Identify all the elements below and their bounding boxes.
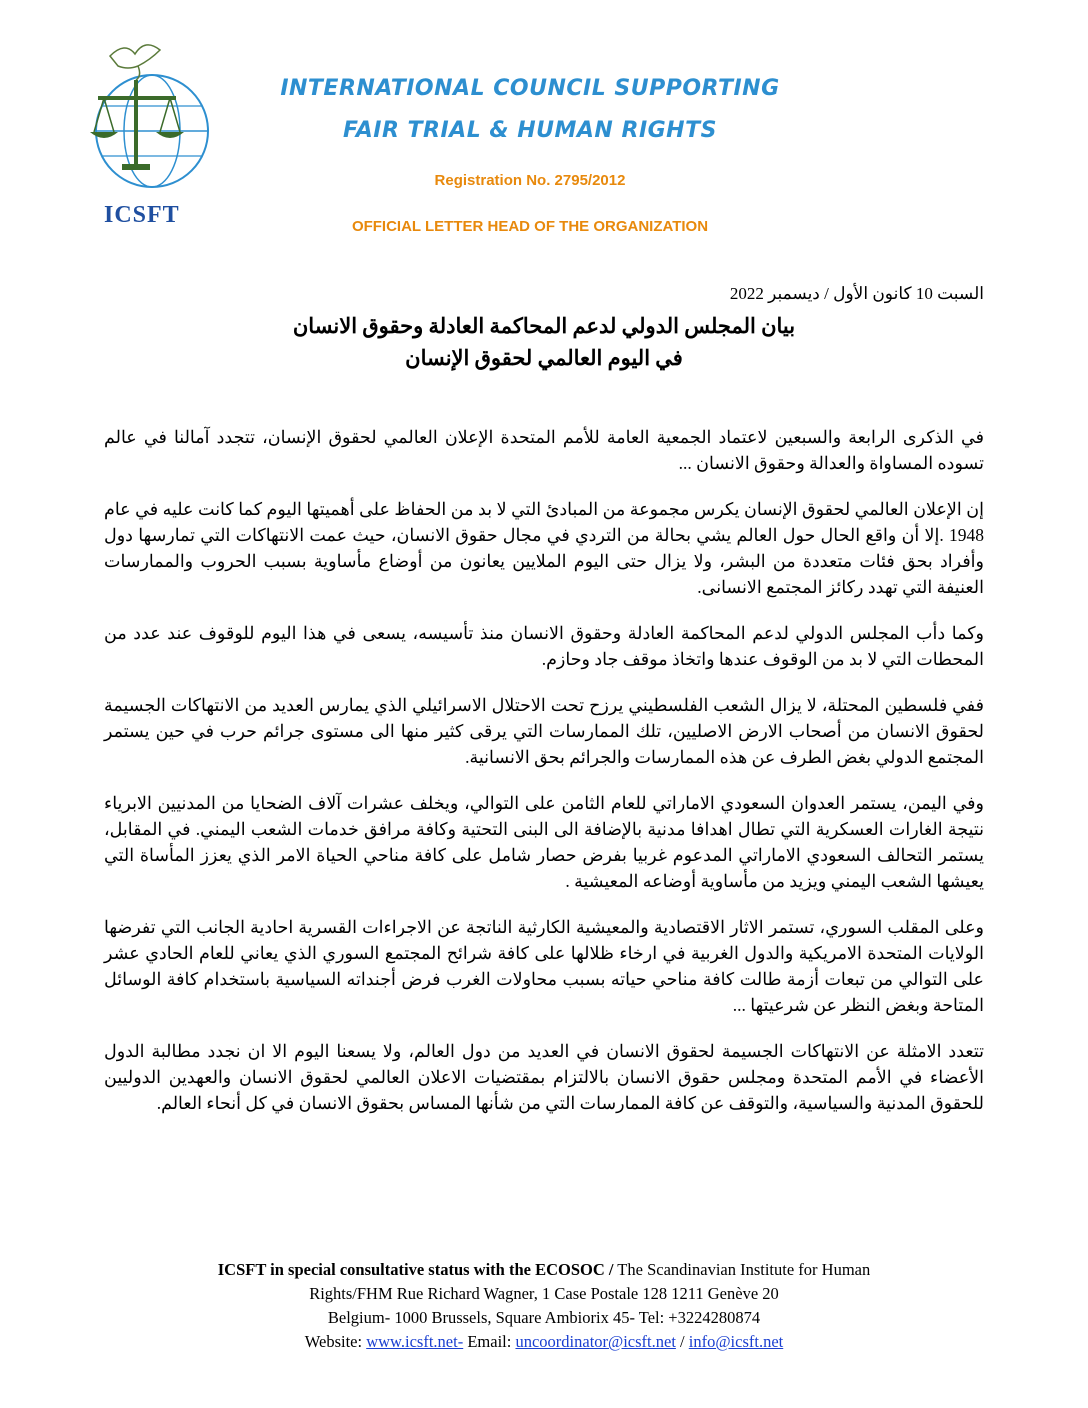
logo-text: ICSFT xyxy=(104,202,180,228)
paragraph: وعلى المقلب السوري، تستمر الاثار الاقتصادية والمعيشية الكارثية الناتجة عن الاجراءات القسرية احادية الجانب التي تفرضها الولايات المتحدة الامريكية والدول الغربية في ارخاء ظلالها على كافة شرائح المجتمع السوري الذي يعاني للعام الحادي عشر على التوالي من تبعات أزمة طالت كافة مناحي حياته بسبب محاولات الغرب فرض أجنداته السياسية باستخدام كافة الوسائل المتاحة وبغض النظر عن شرعيتها ... xyxy=(104,917,984,1015)
footer-line1 xyxy=(90,1258,998,1282)
footer-consultative-status: ICSFT in special consultative status with the ECOSOC / xyxy=(217,1260,614,1279)
official-letterhead-label: OFFICIAL LETTER HEAD OF THE ORGANIZATION xyxy=(351,218,709,235)
paragraph: في الذكرى الرابعة والسبعين لاعتماد الجمعية العامة للأمم المتحدة الإعلان العالمي لحقوق الإنسان، تتجدد آمالنا في عالم تسوده المساواة والعدالة وحقوق الانسان ... xyxy=(104,427,984,473)
organization-title-line2: FAIR TRIAL & HUMAN RIGHTS xyxy=(343,118,717,143)
email-label: Email: xyxy=(463,1332,516,1351)
paragraph: إن الإعلان العالمي لحقوق الإنسان يكرس مجموعة من المبادئ التي لا بد من الحفاظ على أهميتها اليوم كما كانت عليه في عام 1948 .إلا أن واقع الحال حول العالم يشي بحالة من التردي في مجال حقوق الانسان، حيث عمت الانتهاكات التي تمارسها دول وأفراد بحق فئات متعددة من البشر، ولا يزال حتى اليوم الملايين يعانون من أوضاع مأساوية بسبب الحروب والممارسات العنيفة التي تهدد ركائز المجتمع الانسانى. xyxy=(104,499,984,597)
paragraph: ففي فلسطين المحتلة، لا يزال الشعب الفلسطيني يرزح تحت الاحتلال الاسرائيلي الذي يمارس العديد من الانتهاكات الجسيمة لحقوق الانسان من أصحاب الارض الاصليين، تلك الممارسات التي يرقى كثير منها الى مستوى جرائم حرب في حين يستمر المجتمع الدولي بغض الطرف عن هذه الممارسات والجرائم بحق الانسانية. xyxy=(104,695,984,767)
footer-address-line: Rights/FHM Rue Richard Wagner, 1 Case Postale 128 1211 Genève 20 xyxy=(309,1284,779,1303)
website-label: Website: xyxy=(304,1332,367,1351)
paragraph: وكما دأب المجلس الدولي لدعم المحاكمة العادلة وحقوق الانسان منذ تأسيسه، يسعى في هذا اليوم للوقوف عند عدد من المحطات التي لا بد من الوقوف عندها واتخاذ موقف جاد وحازم. xyxy=(104,623,984,669)
statement-heading: بيان المجلس الدولي لدعم المحاكمة العادلة وحقوق الانسان xyxy=(292,314,796,338)
paragraph: وفي اليمن، يستمر العدوان السعودي الاماراتي للعام الثامن على التوالي، ويخلف عشرات آلاف الضحايا من المدنيين الابرياء نتيجة الغارات العسكرية التي تطال اهدافا مدنية بالإضافة الى البنى التحتية وكافة مرافق خدمات الشعب اليمني. في المقابل، يستمر التحالف السعودي الاماراتي المدعوم غربيا بفرض حصار شامل على كافة مناحي الحياة الامر الذي يعزز المأساة التي يعيشها الشعب اليمني ويزيد من مأساوية أوضاعه المعيشية . xyxy=(104,793,984,891)
email-link-coordinator[interactable]: uncoordinator@icsft.net xyxy=(515,1332,676,1351)
email-link-info[interactable]: info@icsft.net xyxy=(688,1332,784,1351)
paragraph: تتعدد الامثلة عن الانتهاكات الجسيمة لحقوق الانسان في العديد من دول العالم، ولا يسعنا اليوم الا ان نجدد مطالبة الدول الأعضاء في الأمم المتحدة ومجلس حقوق الانسان بالالتزام بمقتضيات الاعلان العالمي لحقوق الانسان والعهدين الدوليين للحقوق المدنية والسياسية، والتوقف عن كافة الممارسات التي من شأنها المساس بحقوق الانسان في كل أنحاء العالم. xyxy=(104,1041,984,1113)
separator: / xyxy=(675,1332,689,1351)
letter-footer xyxy=(90,1258,998,1354)
statement-subheading: في اليوم العالمي لحقوق الإنسان xyxy=(405,346,683,370)
footer-institute: The Scandinavian Institute for Human xyxy=(613,1260,871,1279)
letter-date: السبت 10 كانون الأول / ديسمبر 2022 xyxy=(729,284,984,303)
dove-scales-globe-icon xyxy=(80,36,220,206)
letter-body xyxy=(104,424,984,1136)
organization-title-line1: INTERNATIONAL COUNCIL SUPPORTING xyxy=(280,76,780,101)
website-link[interactable]: www.icsft.net- xyxy=(366,1332,464,1351)
footer-address-line2: Belgium- 1000 Brussels, Square Ambiorix 45- Tel: +3224280874 xyxy=(327,1308,761,1327)
footer-contacts xyxy=(90,1330,998,1354)
organization-logo xyxy=(80,36,220,236)
registration-number: Registration No. 2795/2012 xyxy=(434,172,626,189)
